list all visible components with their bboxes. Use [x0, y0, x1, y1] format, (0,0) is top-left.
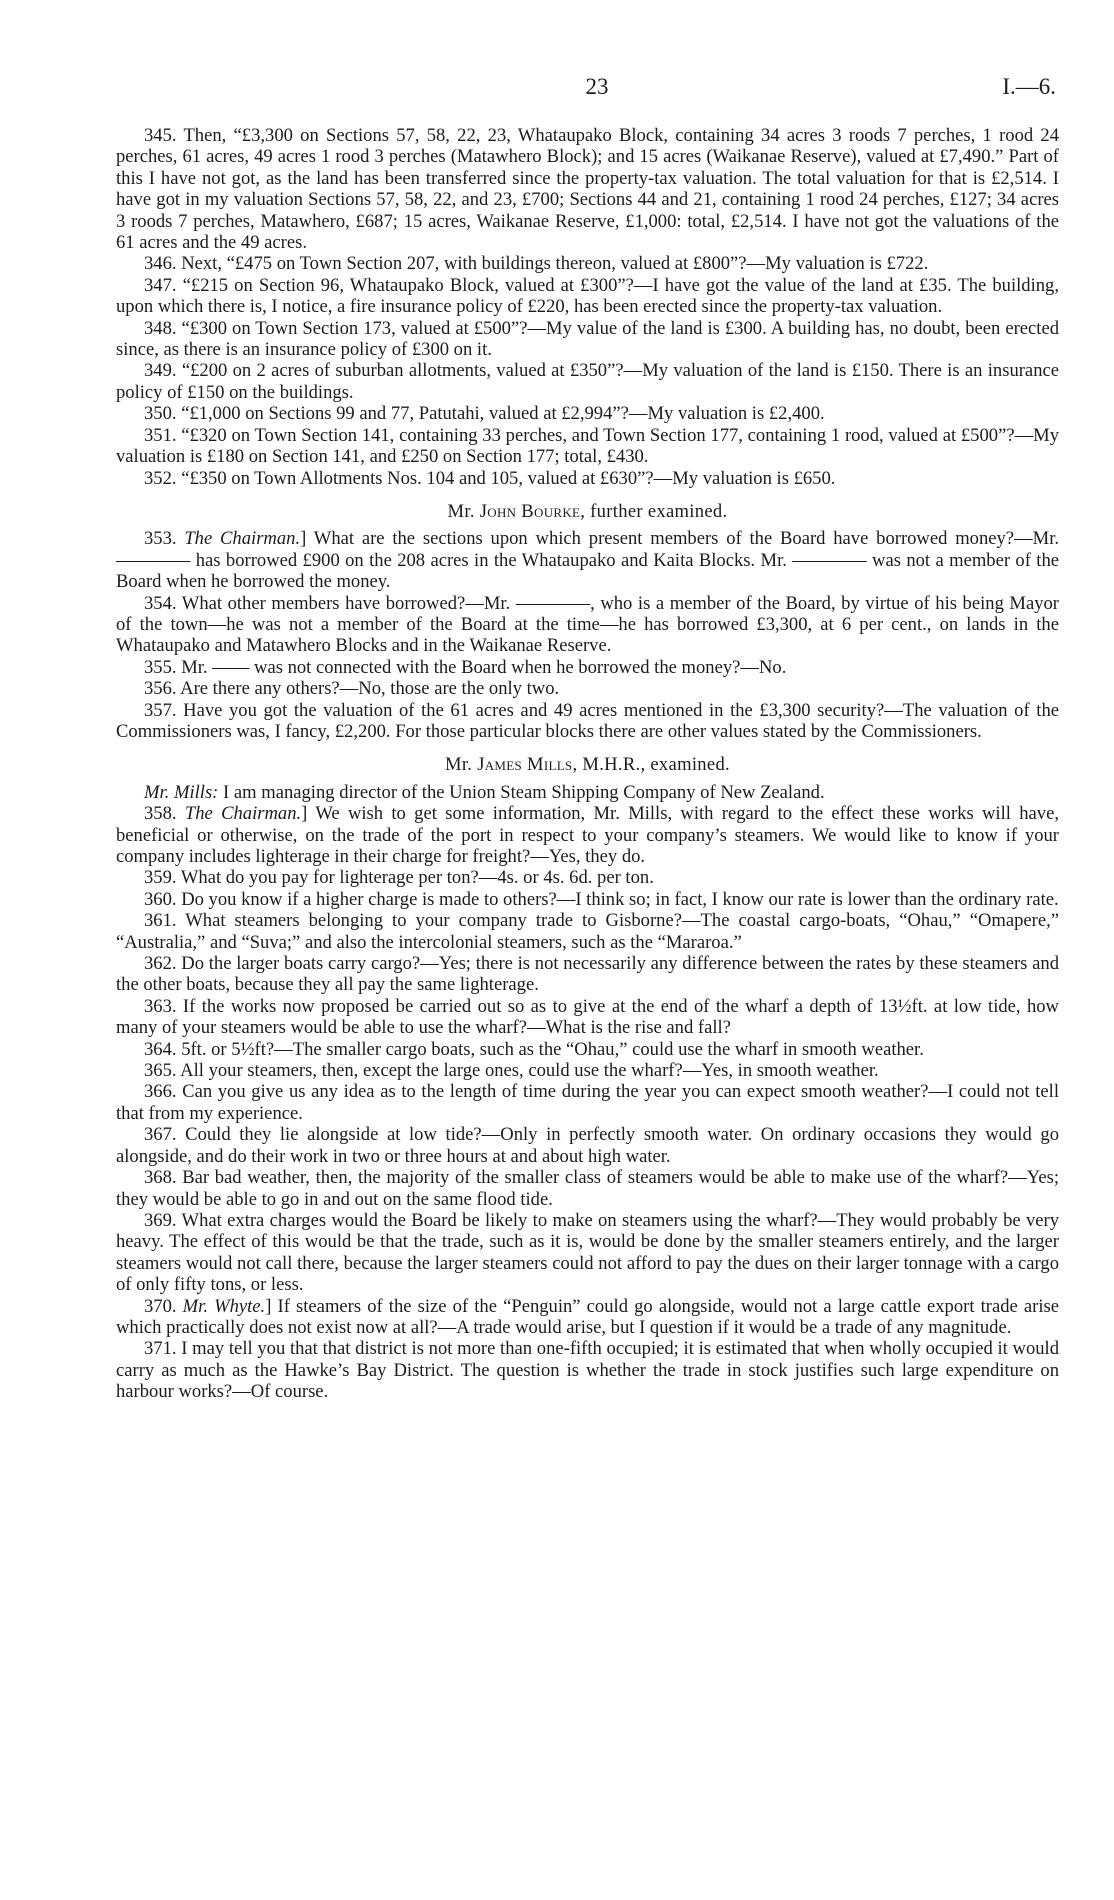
- paragraph-369: 369. What extra charges would the Board be likely to make on steamers using the wharf?—They would probably be very heavy. The effect of this would be that the trade, such as it is, would be done by the smaller steamers entirely, and the larger steamers would not call there, because the larger steamers could not afford to pay the dues on their larger tonnage with a cargo of only fifty tons, or less.: [116, 1209, 1059, 1296]
- paragraph-357: 357. Have you got the valuation of the 61 acres and 49 acres mentioned in the £3,300 security?—The valuation of the Commissioners was, I fancy, £2,200. For those particular blocks there are other values stated by the Commissioners.: [116, 699, 1059, 742]
- heading-suffix: , further examined.: [580, 500, 728, 522]
- page-number: 23: [585, 74, 609, 99]
- paragraph-355: 355. Mr. —— was not connected with the Board when he borrowed the money?—No.: [144, 656, 787, 678]
- paragraph-366: 366. Can you give us any idea as to the length of time during the year you can expect smooth weather?—I could not tell that from my experience.: [116, 1081, 1059, 1124]
- paragraph-text: I am managing director of the Union Steam Shipping Company of New Zealand.: [218, 781, 825, 803]
- section-heading-james-mills: [116, 754, 1059, 775]
- paragraph-370: [116, 1296, 1059, 1339]
- heading-prefix: Mr.: [444, 754, 478, 776]
- paragraph-353: [116, 528, 1059, 592]
- paragraph-360: 360. Do you know if a higher charge is made to others?—I think so; in fact, I know our rate is lower than the ordinary rate.: [144, 888, 1059, 910]
- witness-intro: [116, 782, 1059, 803]
- paragraph-351: 351. “£320 on Town Section 141, containing 33 perches, and Town Section 177, containing 1 rood, valued at £500”?—My valuation is £180 on Section 141, and £250 on Section 177; total, £430.: [116, 424, 1059, 468]
- paragraph-text: ] We wish to get some information, Mr. Mills, with regard to the effect these works will have, beneficial or otherwise, on the trade of the port in respect to your company’s steamers. We would like to know if your company includes lighterage in their charge for freight?—Yes, they do.: [116, 803, 1059, 867]
- paragraph-347: 347. “£215 on Section 96, Whataupako Block, valued at £300”?—I have got the value of the land at £35. The building, upon which there is, I notice, a fire insurance policy of £220, has been erected since the property-tax valuation.: [116, 274, 1059, 318]
- question-number: 358.: [144, 803, 185, 825]
- paragraph-354: 354. What other members have borrowed?—Mr. ————, who is a member of the Board, by virtue of his being Mayor of the town—he was not a member of the Board at the time—he has borrowed £3,300, at 6 per cent., on lands in the Whataupako and Matawhero Blocks and in the Waikanae Reserve.: [116, 592, 1059, 657]
- paragraph-352: 352. “£350 on Town Allotments Nos. 104 and 105, valued at £630”?—My valuation is £650.: [144, 467, 836, 489]
- paragraph-348: 348. “£300 on Town Section 173, valued at £500”?—My value of the land is £300. A building has, no doubt, been erected since, as there is an insurance policy of £300 on it.: [116, 317, 1059, 361]
- paragraph-345: 345. Then, “£3,300 on Sections 57, 58, 22, 23, Whataupako Block, containing 34 acres 3 roods 7 perches, 1 rood 24 perches, 61 acres, 49 acres 1 rood 3 perches (Matawhero Block); and 15 acres (Waikanae Reserve), valued at £7,490.” Part of this I have not got, as the land has been transferred since the property-tax valuation. The total valuation for that is £2,514. I have got in my valuation Sections 57, 58, 22, and 23, £700; Sections 44 and 21, containing 1 rood 24 perches, £127; 34 acres 3 roods 7 perches, Matawhero, £687; 15 acres, Waikanae Reserve, £1,000: total, £2,514. I have not got the valuations of the 61 acres and the 49 acres.: [116, 125, 1059, 254]
- paragraph-358: [116, 803, 1059, 867]
- witness-name: James Mills: [477, 754, 573, 776]
- paragraph-363: 363. If the works now proposed be carried out so as to give at the end of the wharf a depth of 13½ft. at low tide, how many of your steamers would be able to use the wharf?—What is the rise and fall?: [116, 995, 1059, 1039]
- paragraph-346: 346. Next, “£475 on Town Section 207, with buildings thereon, valued at £800”?—My valuation is £722.: [144, 253, 929, 275]
- question-number: 370.: [144, 1295, 183, 1317]
- speaker-name: The Chairman.: [184, 528, 301, 550]
- witness-name: John Bourke: [479, 500, 581, 522]
- paragraph-371: 371. I may tell you that that district is not more than one-fifth occupied; it is estimated that when wholly occupied it would carry as much as the Hawke’s Bay District. The question is whether the trade in stock justifies such large expenditure on harbour works?—Of course.: [116, 1338, 1059, 1403]
- paragraph-368: 368. Bar bad weather, then, the majority of the smaller class of steamers would be able to make use of the wharf?—Yes; they would be able to go in and out on the same flood tide.: [116, 1167, 1059, 1210]
- section-heading-john-bourke: [116, 501, 1059, 522]
- speaker-name: Mr. Mills:: [144, 781, 219, 803]
- paragraph-349: 349. “£200 on 2 acres of suburban allotments, valued at £350”?—My valuation of the land is £150. There is an insurance policy of £150 on the buildings.: [116, 360, 1059, 403]
- paragraph-361: 361. What steamers belonging to your company trade to Gisborne?—The coastal cargo-boats, “Ohau,” “Omapere,” “Australia,” and “Suva;” and also the intercolonial steamers, such as the “Mararoa.”: [116, 910, 1059, 953]
- paragraph-365: 365. All your steamers, then, except the large ones, could use the wharf?—Yes, in smooth weather.: [144, 1060, 879, 1082]
- paragraph-350: 350. “£1,000 on Sections 99 and 77, Patutahi, valued at £2,994”?—My valuation is £2,400.: [144, 403, 825, 425]
- speaker-name: Mr. Whyte.: [182, 1295, 266, 1317]
- document-body: [116, 125, 1059, 1403]
- page-header: [132, 74, 1062, 104]
- heading-prefix: Mr.: [447, 500, 480, 522]
- paragraph-text: ] If steamers of the size of the “Penguin” could go alongside, would not a large cattle export trade arise which practically does not exist now at all?—A trade would arise, but I question if it would be a trade of any magnitude.: [116, 1295, 1060, 1338]
- paragraph-362: 362. Do the larger boats carry cargo?—Yes; there is not necessarily any difference between the rates by these steamers and the other boats, because they all pay the same lighterage.: [116, 953, 1059, 996]
- paragraph-359: 359. What do you pay for lighterage per ton?—4s. or 4s. 6d. per ton.: [144, 867, 654, 889]
- paragraph-364: 364. 5ft. or 5½ft?—The smaller cargo boats, such as the “Ohau,” could use the wharf in smooth weather.: [144, 1038, 924, 1060]
- paragraph-text: ] What are the sections upon which present members of the Board have borrowed money?—Mr. ———— has borrowed £900 on the 208 acres in the Whataupako and Kaita Blocks. Mr. ———— was not a member of the Board when he borrowed the money.: [116, 528, 1060, 593]
- question-number: 353.: [144, 528, 185, 550]
- document-reference: I.—6.: [1002, 74, 1056, 99]
- paragraph-367: 367. Could they lie alongside at low tide?—Only in perfectly smooth water. On ordinary occasions they would go alongside, and do their work in two or three hours at and about high water.: [116, 1124, 1059, 1167]
- speaker-name: The Chairman.: [184, 803, 302, 825]
- heading-suffix: , M.H.R., examined.: [572, 754, 730, 776]
- paragraph-356: 356. Are there any others?—No, those are the only two.: [144, 678, 560, 700]
